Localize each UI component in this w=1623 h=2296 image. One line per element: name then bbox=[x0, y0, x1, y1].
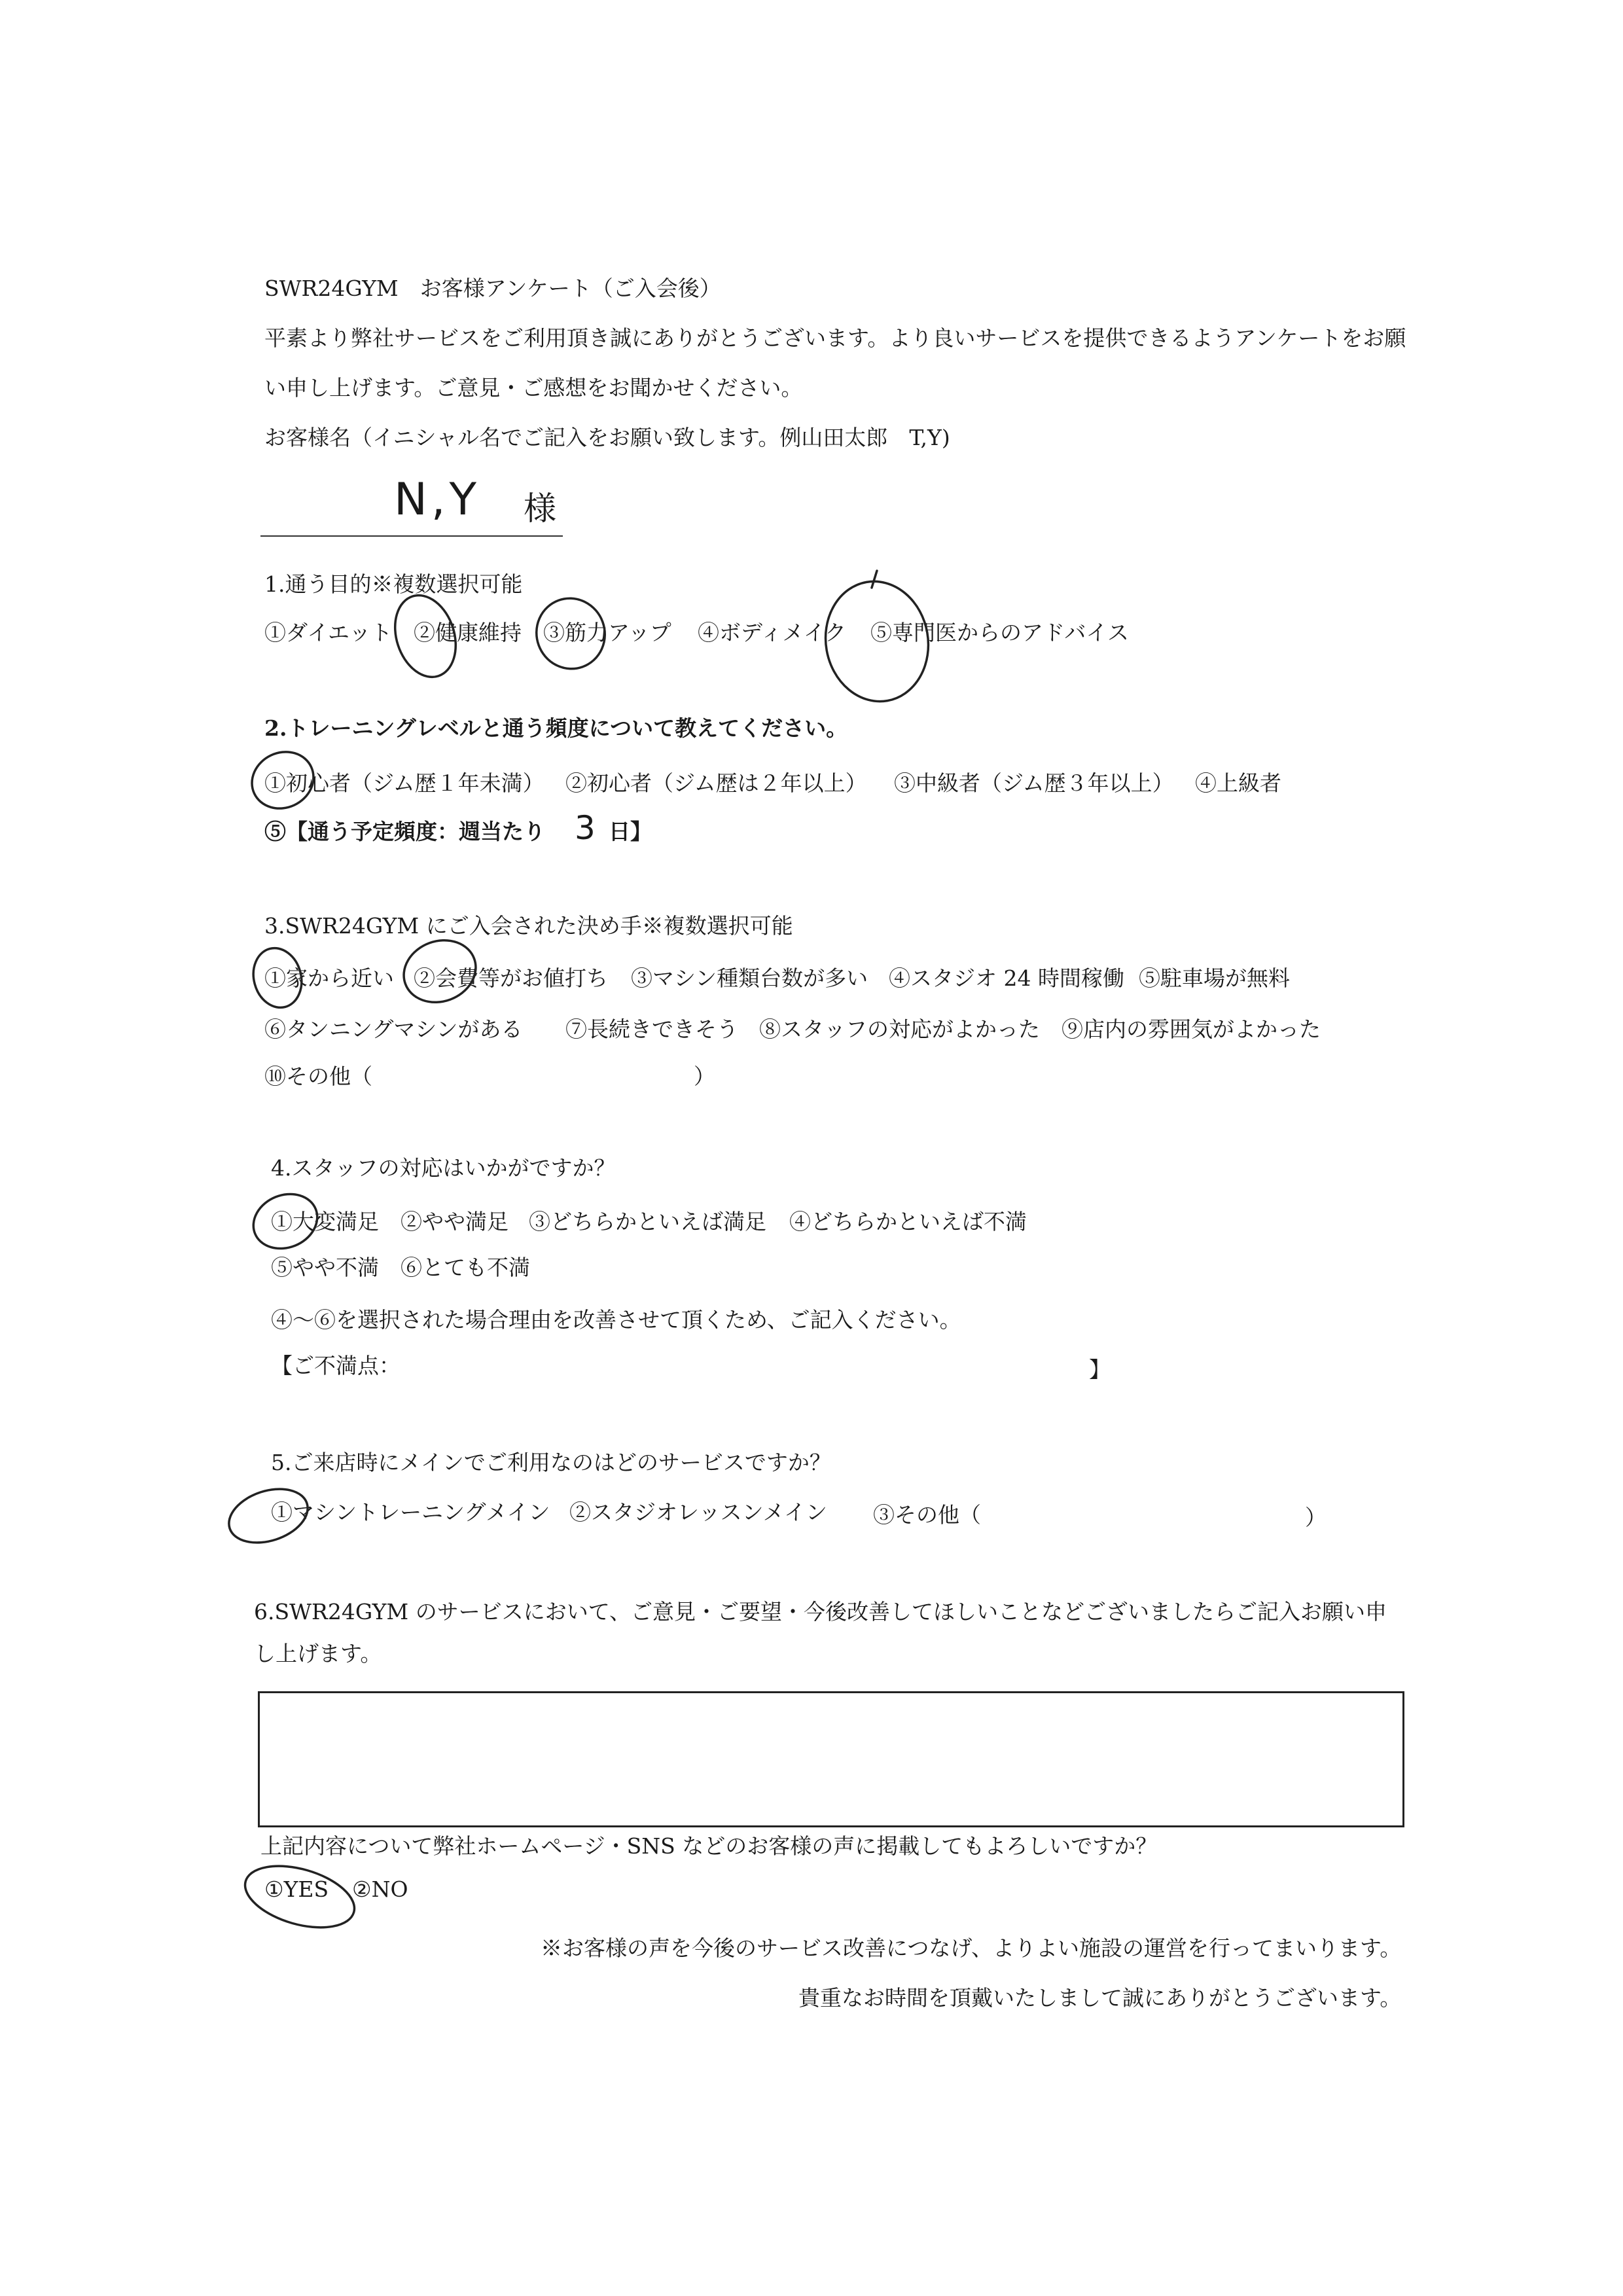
intro-text-line2: い申し上げます。ご意見・ご感想をお聞かせください。 bbox=[264, 375, 803, 401]
q5-other-label: ③その他（ bbox=[873, 1502, 981, 1528]
q4-option-very-satisfied[interactable]: ①大変満足 bbox=[271, 1209, 379, 1234]
q3-option-free-parking[interactable]: ⑤駐車場が無料 bbox=[1139, 965, 1290, 991]
q2-frequency-suffix: 日】 bbox=[609, 819, 652, 844]
q1-option-diet[interactable]: ①ダイエット bbox=[264, 620, 393, 645]
q4-option-very-dissatisfied[interactable]: ⑥とても不満 bbox=[401, 1255, 530, 1280]
consent-no[interactable]: ②NO bbox=[352, 1876, 408, 1902]
q3-option-machines[interactable]: ③マシン種類台数が多い bbox=[631, 965, 868, 991]
q3-option-fees[interactable]: ②会費等がお値打ち bbox=[414, 965, 608, 991]
q3-option-tanning[interactable]: ⑥タンニングマシンがある bbox=[264, 1016, 523, 1042]
q3-option-near-home[interactable]: ①家から近い bbox=[264, 965, 394, 991]
q4-complaint-label: 【ご不満点： bbox=[271, 1353, 401, 1378]
q1-option-health[interactable]: ②健康維持 bbox=[414, 620, 522, 645]
footer-note: ※お客様の声を今後のサービス改善につなげ、よりよい施設の運営を行ってまいります。 bbox=[541, 1935, 1402, 1961]
q5-label: 5.ご来店時にメインでご利用なのはどのサービスですか？ bbox=[271, 1450, 831, 1475]
q2-label: 2.トレーニングレベルと通う頻度について教えてください。 bbox=[264, 715, 848, 741]
q3-option-sustainable[interactable]: ⑦長続きできそう bbox=[565, 1016, 738, 1042]
q3-option-atmosphere[interactable]: ⑨店内の雰囲気がよかった bbox=[1061, 1016, 1321, 1042]
consent-question: 上記内容について弊社ホームページ・SNS などのお客様の声に掲載してもよろしいですか？ bbox=[260, 1833, 1158, 1859]
q4-note: ④～⑥を選択された場合理由を改善させて頂くため、ご記入ください。 bbox=[271, 1307, 961, 1333]
q4-option-rather-satisfied[interactable]: ③どちらかといえば満足 bbox=[529, 1209, 766, 1234]
q1-option-strength[interactable]: ③筋力アップ bbox=[543, 620, 671, 645]
q6-label-line2: し上げます。 bbox=[254, 1641, 382, 1666]
name-suffix: 様 bbox=[524, 490, 556, 528]
q4-option-somewhat-dissatisfied[interactable]: ⑤やや不満 bbox=[271, 1255, 379, 1280]
name-prompt: お客様名（イニシャル名でご記入をお願い致します。例山田太郎 T,Y) bbox=[264, 425, 950, 450]
q3-other-label: ⑩その他（ bbox=[264, 1064, 372, 1089]
q2-option-beginner-over2[interactable]: ②初心者（ジム歴は２年以上） bbox=[565, 770, 867, 796]
q2-frequency-value-handwritten[interactable]: 3 bbox=[575, 809, 596, 847]
q4-option-rather-dissatisfied[interactable]: ④どちらかといえば不満 bbox=[789, 1209, 1027, 1234]
footer-thanks: 貴重なお時間を頂戴いたしまして誠にありがとうございます。 bbox=[798, 1985, 1402, 2011]
q6-comment-box[interactable] bbox=[258, 1691, 1404, 1827]
q2-option-beginner-under1[interactable]: ①初心者（ジム歴１年未満） bbox=[264, 770, 544, 796]
q1-mark-tick bbox=[872, 571, 877, 588]
q5-option-studio[interactable]: ②スタジオレッスンメイン bbox=[569, 1499, 828, 1525]
q6-label-line1: 6.SWR24GYM のサービスにおいて、ご意見・ご要望・今後改善してほしいことなどございましたらご記入お願い申 bbox=[254, 1599, 1387, 1624]
consent-yes[interactable]: ①YES bbox=[264, 1876, 329, 1902]
q2-option-intermediate[interactable]: ③中級者（ジム歴３年以上） bbox=[894, 770, 1174, 796]
q2-frequency-prefix: ⑤【通う予定頻度：週当たり bbox=[264, 819, 545, 844]
q2-option-advanced[interactable]: ④上級者 bbox=[1195, 770, 1281, 796]
customer-name-handwritten[interactable]: N,Y bbox=[394, 474, 481, 526]
q4-label: 4.スタッフの対応はいかがですか？ bbox=[271, 1155, 616, 1181]
q3-other-close: ） bbox=[694, 1064, 715, 1089]
name-underline bbox=[260, 535, 563, 537]
q1-label: 1.通う目的※複数選択可能 bbox=[264, 571, 523, 597]
q5-other-close: ） bbox=[1305, 1505, 1327, 1530]
q5-option-machine[interactable]: ①マシントレーニングメイン bbox=[271, 1499, 550, 1525]
q4-option-somewhat-satisfied[interactable]: ②やや満足 bbox=[401, 1209, 508, 1234]
q1-option-doctor-advice[interactable]: ⑤専門医からのアドバイス bbox=[870, 620, 1130, 645]
q3-label: 3.SWR24GYM にご入会された決め手※複数選択可能 bbox=[264, 913, 793, 939]
intro-text-line1: 平素より弊社サービスをご利用頂き誠にありがとうございます。より良いサービスを提供できるようアンケートをお願 bbox=[264, 325, 1406, 351]
survey-title: SWR24GYM お客様アンケート（ご入会後） bbox=[264, 276, 721, 301]
q3-option-studio-24h[interactable]: ④スタジオ 24 時間稼働 bbox=[889, 965, 1124, 991]
q3-option-staff-good[interactable]: ⑧スタッフの対応がよかった bbox=[759, 1016, 1040, 1042]
q4-complaint-close: 】 bbox=[1089, 1357, 1111, 1382]
q1-option-bodymake[interactable]: ④ボディメイク bbox=[698, 620, 847, 645]
